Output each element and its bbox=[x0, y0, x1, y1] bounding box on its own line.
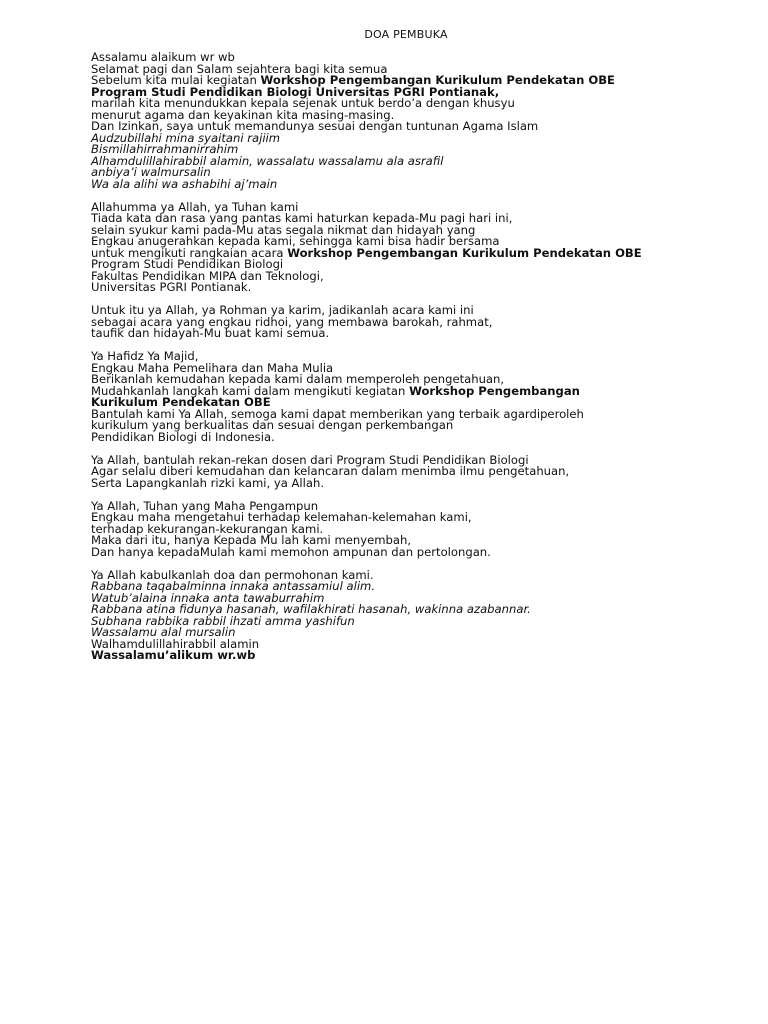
text-line: Engkau anugerahkan kepada kami, sehingga kami bisa hadir bersama bbox=[91, 234, 500, 248]
text-line: Audzubillahi mina syaitani rajiim bbox=[91, 130, 281, 145]
paragraph bbox=[91, 567, 751, 662]
text-line: Bismillahirrahmanirrahim bbox=[91, 142, 239, 156]
text-line: Ya Hafidz Ya Majid, bbox=[91, 349, 199, 363]
text-line: Rabbana atina fidunya hasanah, wafilakhirati hasanah, wakinna azabannar. bbox=[91, 602, 531, 616]
document-title: DOA PEMBUKA bbox=[364, 28, 448, 41]
text-segment: untuk mengikuti rangkaian acara bbox=[91, 245, 288, 260]
text-line: menurut agama dan keyakinan kita masing-masing. bbox=[91, 107, 395, 122]
text-line: Bantulah kami Ya Allah, semoga kami dapat memberikan yang terbaik agardiperoleh bbox=[91, 406, 584, 421]
text-segment: Sebelum kita mulai kegiatan bbox=[91, 73, 261, 87]
text-line: marilah kita menundukkan kepala sejenak untuk berdo’a dengan khusyu bbox=[91, 96, 515, 110]
text-line: Walhamdulillahirabbil alamin bbox=[91, 636, 260, 651]
text-line: Dan hanya kepadaMulah kami memohon ampunan dan pertolongan. bbox=[91, 544, 491, 559]
paragraph bbox=[91, 452, 751, 490]
text-line: terhadap kekurangan-kekurangan kami. bbox=[91, 521, 324, 536]
bold-text-segment: Workshop Pengembangan bbox=[409, 383, 580, 398]
text-line: Selamat pagi dan Salam sejahtera bagi kita semua bbox=[91, 61, 388, 76]
text-line: Agar selalu diberi kemudahan dan kelancaran dalam menimba ilmu pengetahuan, bbox=[91, 464, 570, 478]
text-line: Kurikulum Pendekatan OBE bbox=[91, 395, 271, 409]
text-line: Wassalamu alal mursalin bbox=[91, 625, 236, 639]
text-line: Dan Izinkan, saya untuk memandunya sesuai dengan tuntunan Agama Islam bbox=[91, 119, 539, 133]
text-line: Rabbana taqabalminna innaka antassamiul alim. bbox=[91, 579, 376, 593]
text-line: Engkau maha mengetahui terhadap kelemahan-kelemahan kami, bbox=[91, 510, 472, 524]
text-line: Program Studi Pendidikan Biologi Universitas PGRI Pontianak, bbox=[91, 84, 500, 99]
text-line: Watub’alaina innaka anta tawaburrahim bbox=[91, 590, 325, 605]
text-line: taufik dan hidayah-Mu buat kami semua. bbox=[91, 326, 330, 340]
text-line: Ya Allah kabulkanlah doa dan permohonan kami. bbox=[91, 567, 374, 582]
text-line: Allahumma ya Allah, ya Tuhan kami bbox=[91, 199, 299, 214]
text-line: Subhana rabbika rabbil ihzati amma yashifun bbox=[91, 613, 355, 628]
text-line: kurikulum yang berkualitas dan sesuai dengan perkembangan bbox=[91, 418, 454, 432]
text-line: Ya Allah, bantulah rekan-rekan dosen dari Program Studi Pendidikan Biologi bbox=[91, 452, 529, 467]
text-line: anbiya’i walmursalin bbox=[91, 165, 211, 179]
text-line: Berikanlah kemudahan kepada kami dalam memperoleh pengetahuan, bbox=[91, 372, 505, 386]
paragraph bbox=[91, 351, 751, 443]
text-line: sebagai acara yang engkau ridhoi, yang membawa barokah, rahmat, bbox=[91, 314, 493, 329]
document-body bbox=[91, 52, 751, 662]
text-line: Maka dari itu, hanya Kepada Mu lah kami menyembah, bbox=[91, 533, 412, 547]
text-line: Alhamdulillahirabbil alamin, wassalatu wassalamu ala asrafil bbox=[91, 153, 444, 168]
paragraph bbox=[91, 498, 751, 559]
text-line: Tiada kata dan rasa yang pantas kami haturkan kepada-Mu pagi hari ini, bbox=[91, 211, 513, 225]
text-line: Universitas PGRI Pontianak. bbox=[91, 280, 252, 294]
paragraph bbox=[91, 199, 751, 294]
text-segment: Mudahkanlah langkah kami dalam mengikuti kegiatan bbox=[91, 383, 410, 398]
text-line: Engkau Maha Pemelihara dan Maha Mulia bbox=[91, 360, 334, 375]
text-line: Serta Lapangkanlah rizki kami, ya Allah. bbox=[91, 475, 325, 490]
text-line: Pendidikan Biologi di Indonesia. bbox=[91, 429, 275, 444]
bold-text-segment: Workshop Pengembangan Kurikulum Pendekatan OBE bbox=[287, 245, 642, 260]
text-line: Program Studi Pendidikan Biologi bbox=[91, 257, 284, 271]
paragraph bbox=[91, 52, 751, 190]
text-line: Fakultas Pendidikan MIPA dan Teknologi, bbox=[91, 268, 324, 283]
bold-text-segment: Workshop Pengembangan Kurikulum Pendekatan OBE bbox=[260, 73, 615, 87]
text-line: Assalamu alaikum wr wb bbox=[91, 50, 235, 64]
text-line: Untuk itu ya Allah, ya Rohman ya karim, jadikanlah acara kami ini bbox=[91, 303, 474, 317]
text-line: Ya Allah, Tuhan yang Maha Pengampun bbox=[91, 498, 319, 513]
text-line: Wa ala alihi wa ashabihi aj’main bbox=[91, 176, 278, 191]
text-line: selain syukur kami pada-Mu atas segala nikmat dan hidayah yang bbox=[91, 222, 476, 237]
text-line: Wassalamu’alikum wr.wb bbox=[91, 648, 256, 662]
paragraph bbox=[91, 305, 751, 340]
